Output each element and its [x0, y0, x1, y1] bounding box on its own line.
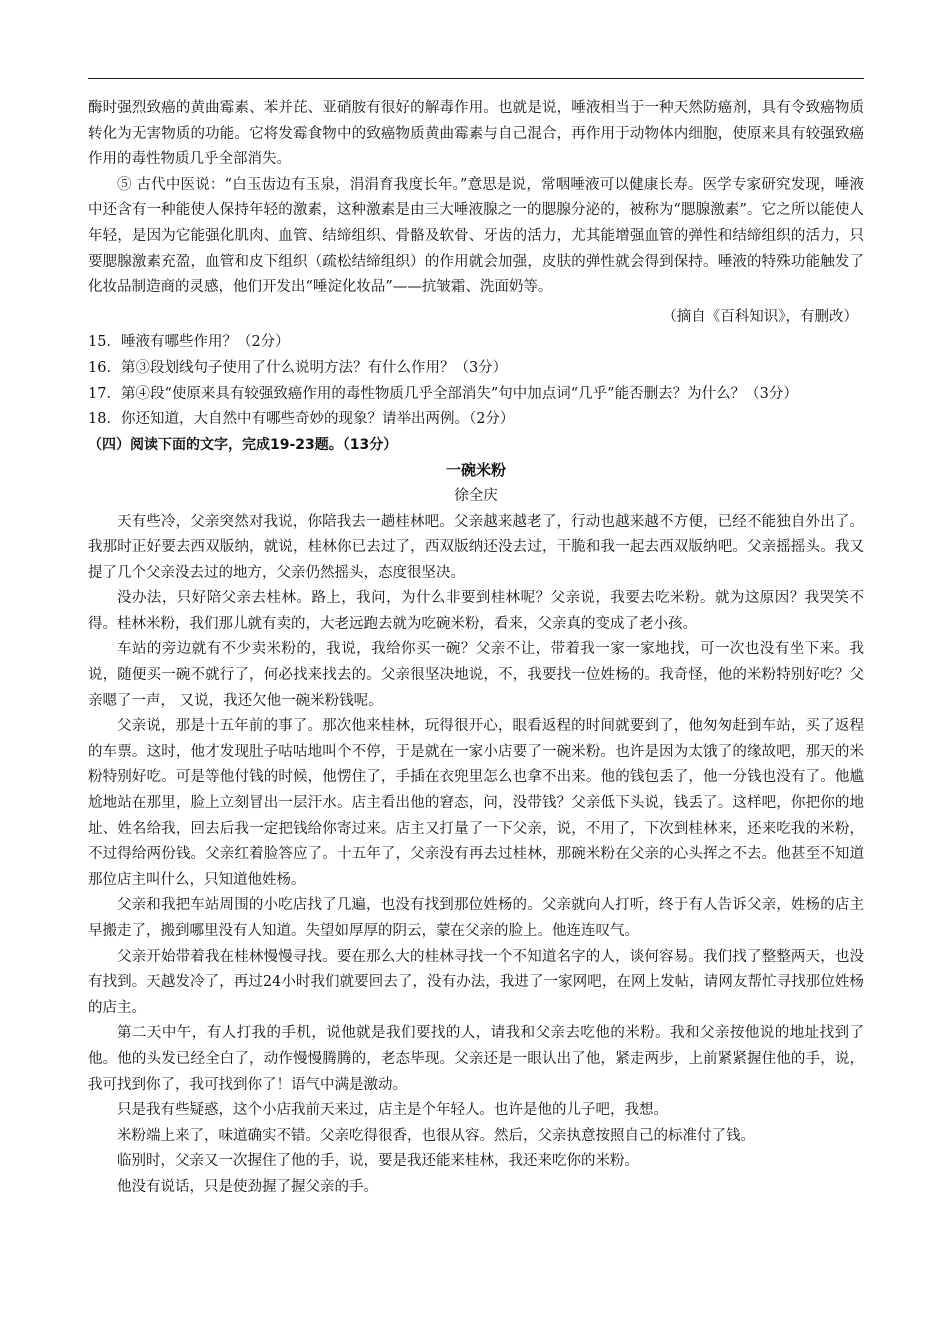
passage-paragraph-continued: 酶时强烈致癌的黄曲霉素、苯并芘、亚硝胺有很好的解毒作用。也就是说，唾液相当于一种天然防癌剂，具有令致癌物质转化为无害物质的功能。它将发霉食物中的致癌物质黄曲霉素与自己混合，再作用于动物体内细胞，使原来具有较强致癌作用的毒性物质几乎全部消失。 [88, 100, 864, 168]
story-paragraph: 父亲和我把车站周围的小吃店找了几遍，也没有找到那位姓杨的。父亲就向人打听，终于有人告诉父亲，姓杨的店主早搬走了，搬到哪里没有人知道。失望如厚厚的阴云，蒙在父亲的脸上。他连连叹气。 [88, 897, 864, 939]
story-paragraph: 父亲说，那是十五年前的事了。那次他来桂林，玩得很开心，眼看返程的时间就要到了，他匆匆赶到车站，买了返程的车票。这时，他才发现肚子咕咕地叫个不停，于是就在一家小店要了一碗米粉。也许是因为太饿了的缘故吧，那天的米粉特别好吃。可是等他付钱的时候，他愣住了，手插在衣兜里怎么也拿不出来。他的钱包丢了，他一分钱也没有了。他尴尬地站在那里，脸上立刻冒出一层汗水。店主看出他的窘态，问，没带钱？父亲低下头说，钱丢了。这样吧，你把你的地址、姓名给我，回去后我一定把钱给你寄过来。店主又打量了一下父亲，说，不用了，下次到桂林来，还来吃我的米粉，不过得给两份钱。父亲红着脸答应了。十五年了，父亲没有再去过桂林，那碗米粉在父亲的心头挥之不去。他甚至不知道那位店主叫什么，只知道他姓杨。 [88, 718, 864, 888]
story-paragraph: 车站的旁边就有不少卖米粉的，我说，我给你买一碗？父亲不让，带着我一家一家地找，可一次也没有坐下来。我说，随便买一碗不就行了，何必找来找去的。父亲很坚决地说，不，我要找一位姓杨的。我奇怪，他的米粉特别好吃？父亲嗯了一声， 又说，我还欠他一碗米粉钱呢。 [88, 641, 864, 709]
top-rule [88, 78, 864, 79]
page-content [88, 96, 864, 1201]
passage-source: （摘自《百科知识》，有删改） [662, 308, 858, 325]
question-18: 18．你还知道，大自然中有哪些奇妙的现象？请举出两例。（2分） [88, 411, 515, 428]
question-16: 16．第③段划线句子使用了什么说明方法？有什么作用？（3分） [88, 359, 508, 376]
passage-paragraph-5: ⑤ 古代中医说：“白玉齿边有玉泉，涓涓育我度长年。”意思是说，常咽唾液可以健康长寿。医学专家研究发现，唾液中还含有一种能使人保持年轻的激素，这种激素是由三大唾液腺之一的腮腺分泌的，被称为“腮腺激素”。它之所以能使人年轻，是因为它能强化肌肉、血管、结缔组织、骨骼及软骨、牙齿的活力，尤其能增强血管的弹性和结缔组织的活力，只要腮腺激素充盈，血管和皮下组织（疏松结缔组织）的作用就会加强，皮肤的弹性就会得到保持。唾液的特殊功能触发了化妆品制造商的灵感，他们开发出“唾淀化妆品”——抗皱霜、洗面奶等。 [88, 176, 864, 296]
story-paragraph: 米粉端上来了，味道确实不错。父亲吃得很香，也很从容。然后，父亲执意按照自己的标准付了钱。 [117, 1127, 755, 1144]
story-paragraph: 只是我有些疑惑，这个小店我前天来过，店主是个年轻人。也许是他的儿子吧，我想。 [117, 1102, 668, 1119]
story-paragraph: 父亲开始带着我在桂林慢慢寻找。要在那么大的桂林寻找一个不知道名字的人，谈何容易。我们找了整整两天，也没有找到。天越发冷了，再过24小时我们就要回去了，没有办法，我进了一家网吧，在网上发帖，请网友帮忙寻找那位姓杨的店主。 [88, 948, 864, 1016]
story-paragraph: 没办法，只好陪父亲去桂林。路上，我问，为什么非要到桂林呢？父亲说，我要去吃米粉。就为这原因？我哭笑不得。桂林米粉，我们那儿就有卖的，大老远跑去就为吃碗米粉，看来，父亲真的变成了老小孩。 [88, 590, 864, 632]
story-paragraph: 第二天中午，有人打我的手机，说他就是我们要找的人，请我和父亲去吃他的米粉。我和父亲按他说的地址找到了他。他的头发已经全白了，动作慢慢腾腾的，老态毕现。父亲还是一眼认出了他，紧走两步，上前紧紧握住他的手，说，我可找到你了，我可找到你了！语气中满是激动。 [88, 1025, 864, 1093]
section-heading: （四）阅读下面的文字，完成19-23题。（13分） [88, 436, 398, 453]
story-paragraph: 他没有说话，只是使劲握了握父亲的手。 [117, 1178, 378, 1195]
story-paragraph: 天有些冷，父亲突然对我说，你陪我去一趟桂林吧。父亲越来越老了，行动也越来越不方便，已经不能独自外出了。我那时正好要去西双版纳，就说，桂林你已去过了，西双版纳还没去过，干脆和我一起去西双版纳吧。父亲摇摇头。我又提了几个父亲没去过的地方，父亲仍然摇头，态度很坚决。 [88, 513, 864, 581]
story-title: 一碗米粉 [445, 461, 506, 480]
story-author: 徐全庆 [454, 487, 498, 504]
story-paragraph: 临别时，父亲又一次握住了他的手，说，要是我还能来桂林，我还来吃你的米粉。 [117, 1153, 639, 1170]
question-17: 17．第④段“使原来具有较强致癌作用的毒性物质几乎全部消失”句中加点词“几乎”能否删去？为什么？（3分） [88, 385, 798, 402]
question-15: 15．唾液有哪些作用？（2分） [88, 334, 290, 351]
